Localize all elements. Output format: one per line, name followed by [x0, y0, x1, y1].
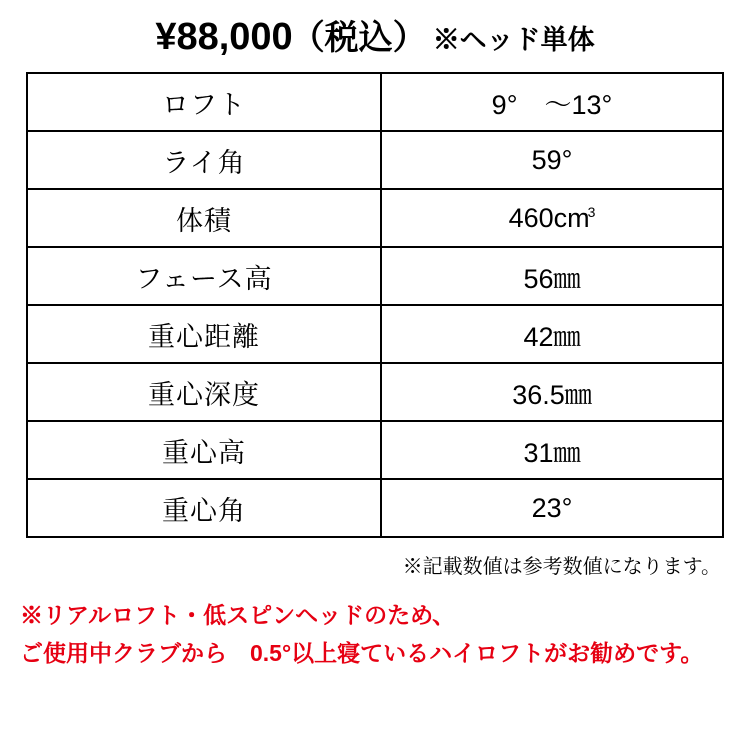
warning-block [16, 597, 734, 673]
spec-value [381, 479, 723, 537]
spec-value [381, 247, 723, 305]
spec-table-body [27, 73, 723, 537]
spec-value [381, 189, 723, 247]
table-row [27, 363, 723, 421]
spec-value-text: 42㎜ [523, 321, 581, 352]
spec-value [381, 305, 723, 363]
spec-value [381, 131, 723, 189]
spec-value-text: 23° [531, 492, 573, 523]
table-row [27, 421, 723, 479]
spec-label: 重心深度 [27, 363, 381, 421]
spec-value-text: 56㎜ [523, 263, 581, 294]
warning-line-2: ご使用中クラブから 0.5°以上寝ているハイロフトがお勧めです。 [20, 639, 704, 666]
spec-label: ロフト [27, 73, 381, 131]
spec-label: 重心高 [27, 421, 381, 479]
table-row [27, 305, 723, 363]
spec-value-text: 59° [531, 144, 573, 175]
spec-value-text: 36.5㎜ [512, 379, 592, 410]
spec-value-text: 9° 〜13° [491, 89, 613, 120]
spec-label: 重心距離 [27, 305, 381, 363]
table-footnote: ※記載数値は参考数値になります。 [402, 556, 721, 578]
spec-label: 体積 [27, 189, 381, 247]
table-row [27, 247, 723, 305]
spec-value [381, 363, 723, 421]
table-row [27, 189, 723, 247]
price-note: ※ヘッド単体 [432, 25, 595, 55]
spec-value-superscript: 3 [587, 203, 596, 220]
spec-label: ライ角 [27, 131, 381, 189]
spec-value [381, 73, 723, 131]
table-row [27, 479, 723, 537]
spec-label: 重心角 [27, 479, 381, 537]
spec-label: フェース高 [27, 247, 381, 305]
spec-table [26, 72, 724, 538]
warning-line-1: ※リアルロフト・低スピンヘッドのため、 [20, 602, 456, 628]
price-amount: ¥88,000 [155, 16, 293, 58]
spec-value-text: 460cm [508, 202, 590, 233]
spec-value-text: 31㎜ [523, 437, 581, 468]
table-row [27, 131, 723, 189]
price-tax-label: （税込） [290, 19, 427, 57]
table-row [27, 73, 723, 131]
spec-value [381, 421, 723, 479]
price-header [0, 0, 750, 66]
